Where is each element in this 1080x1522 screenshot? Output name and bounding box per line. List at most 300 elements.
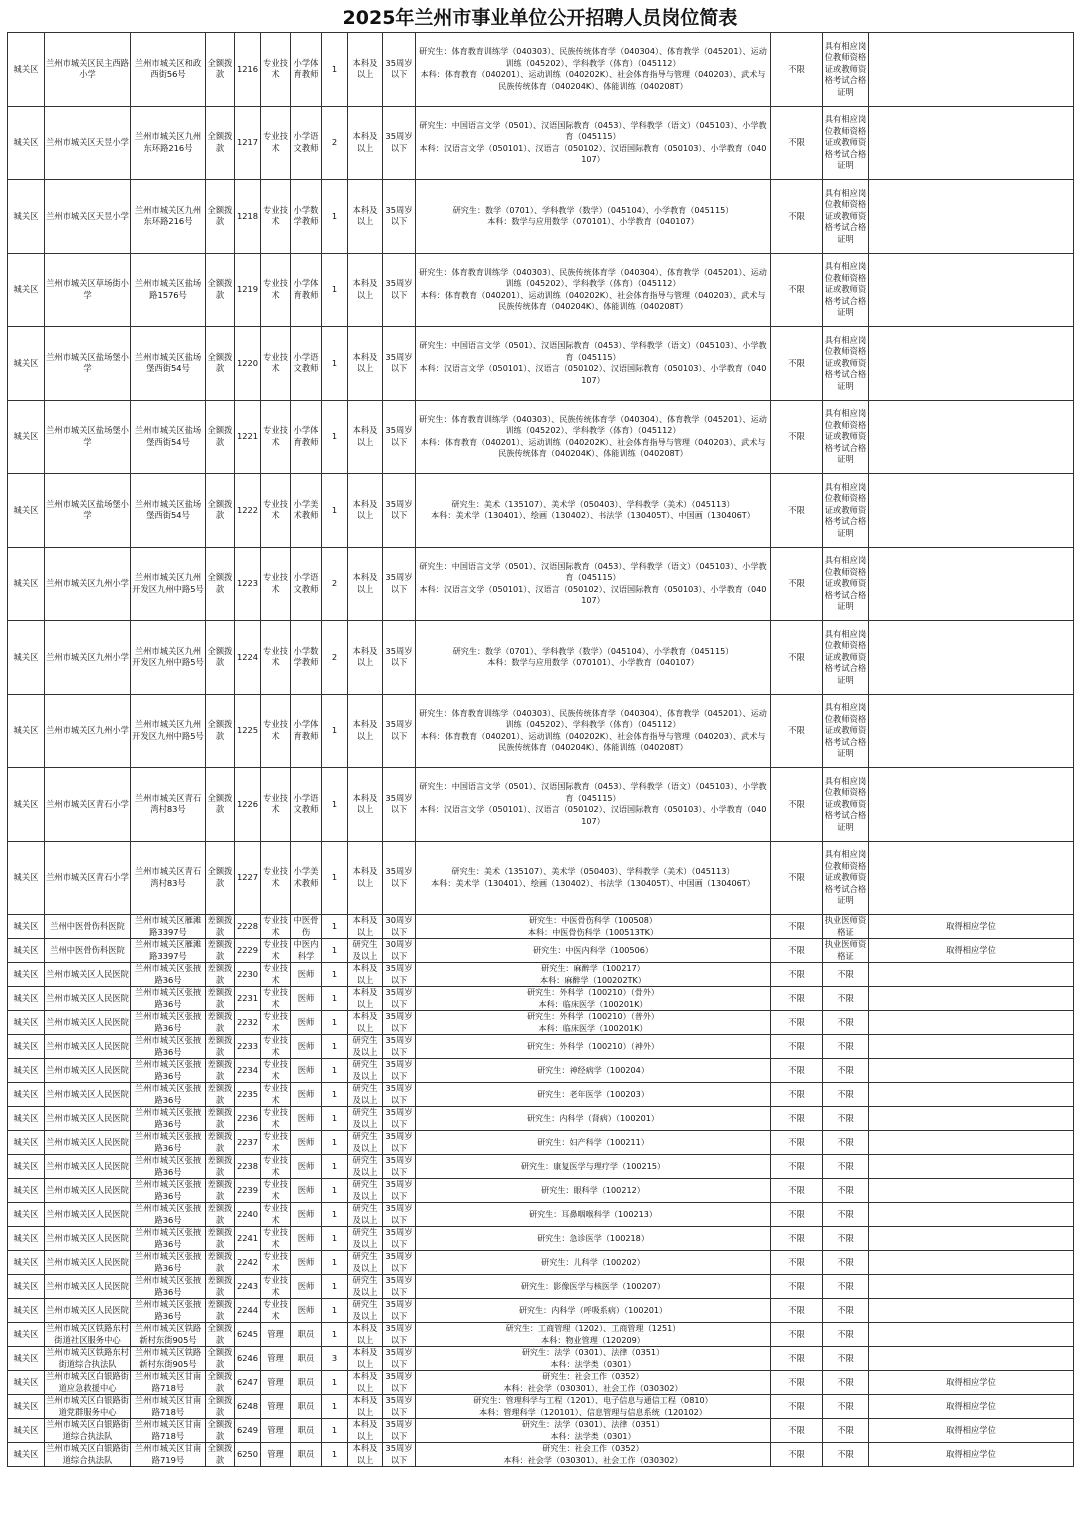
cell-major: 研究生：耳鼻咽喉科学（100213）	[416, 1203, 771, 1227]
cell-post: 小学数学教师	[291, 621, 322, 695]
cell-major: 研究生：内科学（呼吸系病）（100201）	[416, 1299, 771, 1323]
cell-count: 2	[322, 106, 348, 180]
cell-unit: 兰州市城关区人民医院	[45, 1155, 131, 1179]
cell-note	[869, 327, 1074, 401]
cell-category: 专业技术	[261, 106, 291, 180]
cell-count: 1	[322, 768, 348, 842]
cell-post: 小学美术教师	[291, 474, 322, 548]
cell-household: 不限	[771, 1251, 823, 1275]
cell-unit: 兰州市城关区白银路街道党群服务中心	[46, 1395, 129, 1417]
cell-count: 1	[322, 1275, 348, 1299]
cell-district: 城关区	[8, 327, 45, 401]
cell-other: 不限	[823, 1203, 869, 1227]
cell-note	[869, 1299, 1074, 1323]
cell-age: 35周岁以下	[383, 1131, 416, 1155]
cell-major: 研究生：眼科学（100212）	[416, 1179, 771, 1203]
cell-unit: 兰州市城关区人民医院	[45, 1083, 131, 1107]
cell-post: 医师	[291, 987, 322, 1011]
cell-district: 城关区	[8, 106, 45, 180]
cell-address: 兰州市城关区张掖路36号	[131, 1299, 206, 1323]
cell-note	[869, 1347, 1074, 1371]
cell-category: 专业技术	[261, 1251, 291, 1275]
cell-category: 专业技术	[261, 1083, 291, 1107]
cell-count: 1	[322, 963, 348, 987]
cell-age: 35周岁以下	[383, 1011, 416, 1035]
cell-other: 具有相应岗位教师资格证或教师资格考试合格证明	[823, 400, 869, 474]
table-row	[8, 474, 1074, 548]
cell-major: 研究生：美术（135107）、美术学（050403）、学科教学（美术）（045113） 本科：美术学（130401）、绘画（130402）、书法学（130405T）、中国画（130406T）	[416, 474, 771, 548]
cell-major: 研究生：影像医学与核医学（100207）	[416, 1275, 771, 1299]
cell-major: 研究生：管理科学与工程（1201）、电子信息与通信工程（0810） 本科：管理科学（120101）、信息管理与信息系统（120102）	[416, 1395, 771, 1419]
cell-note: 取得相应学位	[869, 939, 1074, 963]
cell-age: 35周岁以下	[383, 1299, 416, 1323]
cell-education: 研究生及以上	[348, 939, 383, 963]
cell-age: 35周岁以下	[383, 1419, 416, 1443]
table-row	[8, 1083, 1074, 1107]
cell-code: 2233	[235, 1035, 261, 1059]
cell-category: 专业技术	[261, 1179, 291, 1203]
cell-count: 1	[322, 1419, 348, 1443]
cell-unit: 兰州市城关区盐场堡小学	[45, 400, 131, 474]
cell-education: 研究生及以上	[348, 1203, 383, 1227]
cell-funding: 全额拨款	[206, 1371, 235, 1395]
cell-address: 兰州市城关区盐场堡西街54号	[131, 400, 206, 474]
cell-count: 1	[322, 1155, 348, 1179]
cell-age: 35周岁以下	[383, 1251, 416, 1275]
cell-code: 6247	[235, 1371, 261, 1395]
cell-household: 不限	[771, 768, 823, 842]
cell-code: 2239	[235, 1179, 261, 1203]
cell-post: 医师	[291, 1251, 322, 1275]
cell-count: 1	[322, 1011, 348, 1035]
table-row	[8, 1155, 1074, 1179]
cell-age: 35周岁以下	[383, 1323, 416, 1347]
cell-district: 城关区	[8, 1251, 45, 1275]
table-row	[8, 547, 1074, 621]
cell-category: 专业技术	[261, 1059, 291, 1083]
cell-funding: 差额拨款	[206, 963, 235, 987]
cell-unit: 兰州市城关区草场街小学	[45, 253, 131, 327]
cell-code: 2241	[235, 1227, 261, 1251]
cell-code: 2240	[235, 1203, 261, 1227]
cell-major: 研究生：中医骨伤科学（100508） 本科：中医骨伤科学（100513TK）	[416, 915, 771, 939]
cell-education: 本科及以上	[348, 963, 383, 987]
table-row	[8, 768, 1074, 842]
cell-other: 具有相应岗位教师资格证或教师资格考试合格证明	[823, 327, 869, 401]
cell-code: 6250	[235, 1443, 261, 1467]
cell-other: 具有相应岗位教师资格证或教师资格考试合格证明	[823, 621, 869, 695]
cell-address: 兰州市城关区张掖路36号	[131, 1011, 206, 1035]
cell-category: 专业技术	[261, 1035, 291, 1059]
cell-district: 城关区	[8, 694, 45, 768]
cell-other: 具有相应岗位教师资格证或教师资格考试合格证明	[823, 180, 869, 254]
cell-district: 城关区	[8, 963, 45, 987]
cell-major: 研究生：体育教育训练学（040303）、民族传统体育学（040304）、体育教学（045201）、运动训练（045202）、学科教学（体育）（045112） 本科：体育教育（040201）、运动训练（040202K）、社会体育指导与管理（040203）、武术与民族传统体育（040204K）、体能训练（040208T）	[416, 33, 771, 107]
cell-note	[869, 1107, 1074, 1131]
cell-household: 不限	[771, 33, 823, 107]
cell-unit: 兰州市城关区九州小学	[45, 694, 131, 768]
cell-note	[869, 400, 1074, 474]
cell-address: 兰州市城关区甘南路718号	[131, 1395, 206, 1419]
cell-post: 小学美术教师	[291, 841, 322, 915]
cell-district: 城关区	[8, 1131, 45, 1155]
cell-note	[869, 474, 1074, 548]
cell-post: 医师	[291, 1299, 322, 1323]
positions-table	[7, 32, 1074, 1467]
cell-address: 兰州市城关区铁路新村东街905号	[131, 1323, 206, 1347]
cell-post: 医师	[291, 1179, 322, 1203]
cell-address: 兰州市城关区张掖路36号	[131, 1251, 206, 1275]
cell-code: 6249	[235, 1419, 261, 1443]
cell-major: 研究生：儿科学（100202）	[416, 1251, 771, 1275]
cell-other: 不限	[823, 1371, 869, 1395]
cell-district: 城关区	[8, 1059, 45, 1083]
cell-other: 执业医师资格证	[823, 915, 869, 939]
cell-age: 35周岁以下	[383, 180, 416, 254]
cell-household: 不限	[771, 1395, 823, 1419]
cell-funding: 差额拨款	[206, 1227, 235, 1251]
table-row	[8, 1395, 1074, 1419]
cell-unit: 兰州市城关区九州小学	[45, 547, 131, 621]
cell-household: 不限	[771, 1059, 823, 1083]
cell-category: 专业技术	[261, 547, 291, 621]
cell-education: 本科及以上	[348, 1347, 383, 1371]
cell-code: 1219	[235, 253, 261, 327]
cell-household: 不限	[771, 915, 823, 939]
cell-district: 城关区	[8, 1275, 45, 1299]
cell-other: 不限	[823, 1179, 869, 1203]
cell-funding: 全额拨款	[206, 768, 235, 842]
cell-note	[869, 1251, 1074, 1275]
cell-funding: 全额拨款	[206, 1443, 235, 1467]
cell-count: 1	[322, 1227, 348, 1251]
cell-post: 小学语文教师	[291, 768, 322, 842]
cell-age: 35周岁以下	[383, 1443, 416, 1467]
cell-count: 1	[322, 400, 348, 474]
cell-category: 专业技术	[261, 915, 291, 939]
cell-other: 具有相应岗位教师资格证或教师资格考试合格证明	[823, 841, 869, 915]
cell-unit: 兰州市城关区盐场堡小学	[45, 474, 131, 548]
cell-post: 医师	[291, 1227, 322, 1251]
table-row	[8, 1035, 1074, 1059]
table-row	[8, 1275, 1074, 1299]
cell-code: 6246	[235, 1347, 261, 1371]
cell-count: 1	[322, 1299, 348, 1323]
cell-major: 研究生：麻醉学（100217） 本科：麻醉学（100202TK）	[416, 963, 771, 987]
cell-funding: 差额拨款	[206, 1083, 235, 1107]
cell-category: 专业技术	[261, 400, 291, 474]
cell-major: 研究生：社会工作（0352） 本科：社会学（030301）、社会工作（030302）	[416, 1371, 771, 1395]
cell-district: 城关区	[8, 1179, 45, 1203]
cell-note	[869, 1179, 1074, 1203]
cell-other: 不限	[823, 1107, 869, 1131]
cell-unit: 兰州市城关区人民医院	[45, 963, 131, 987]
table-row	[8, 180, 1074, 254]
cell-district: 城关区	[8, 1323, 45, 1347]
cell-funding: 差额拨款	[206, 1107, 235, 1131]
cell-unit: 兰州中医骨伤科医院	[45, 939, 131, 963]
cell-note	[869, 33, 1074, 107]
cell-unit: 兰州市城关区白银路街道应急救援中心	[46, 1371, 129, 1393]
cell-major: 研究生：老年医学（100203）	[416, 1083, 771, 1107]
cell-major: 研究生：康复医学与理疗学（100215）	[416, 1155, 771, 1179]
cell-household: 不限	[771, 1083, 823, 1107]
cell-education: 本科及以上	[348, 106, 383, 180]
cell-note	[869, 180, 1074, 254]
cell-household: 不限	[771, 1323, 823, 1347]
cell-category: 专业技术	[261, 1203, 291, 1227]
cell-education: 研究生及以上	[348, 1275, 383, 1299]
cell-code: 2243	[235, 1275, 261, 1299]
cell-address: 兰州市城关区青石湾村83号	[131, 841, 206, 915]
cell-note	[869, 1275, 1074, 1299]
cell-category: 专业技术	[261, 1275, 291, 1299]
cell-age: 35周岁以下	[383, 253, 416, 327]
cell-education: 本科及以上	[348, 33, 383, 107]
cell-code: 1223	[235, 547, 261, 621]
cell-education: 本科及以上	[348, 987, 383, 1011]
table-row	[8, 1131, 1074, 1155]
cell-count: 1	[322, 1203, 348, 1227]
cell-count: 1	[322, 1179, 348, 1203]
table-row	[8, 1107, 1074, 1131]
cell-district: 城关区	[8, 1155, 45, 1179]
cell-code: 2242	[235, 1251, 261, 1275]
cell-unit: 兰州市城关区九州小学	[45, 621, 131, 695]
cell-address: 兰州市城关区张掖路36号	[131, 1131, 206, 1155]
cell-address: 兰州市城关区张掖路36号	[131, 1107, 206, 1131]
cell-other: 执业医师资格证	[823, 939, 869, 963]
table-row	[8, 621, 1074, 695]
cell-education: 研究生及以上	[348, 1227, 383, 1251]
cell-code: 2238	[235, 1155, 261, 1179]
cell-category: 专业技术	[261, 963, 291, 987]
table-row	[8, 1443, 1074, 1467]
cell-funding: 全额拨款	[206, 841, 235, 915]
cell-post: 职员	[291, 1443, 322, 1467]
cell-post: 职员	[291, 1395, 322, 1419]
cell-count: 1	[322, 987, 348, 1011]
cell-other: 不限	[823, 1347, 869, 1371]
cell-count: 1	[322, 915, 348, 939]
cell-count: 1	[322, 1395, 348, 1419]
cell-major: 研究生：数学（0701）、学科教学（数学）（045104）、小学教育（045115） 本科：数学与应用数学（070101）、小学教育（040107）	[416, 180, 771, 254]
cell-note	[869, 1323, 1074, 1347]
cell-unit: 兰州市城关区人民医院	[45, 1107, 131, 1131]
cell-code: 2234	[235, 1059, 261, 1083]
cell-education: 本科及以上	[348, 474, 383, 548]
cell-household: 不限	[771, 1131, 823, 1155]
cell-household: 不限	[771, 939, 823, 963]
cell-district: 城关区	[8, 768, 45, 842]
cell-note	[869, 1155, 1074, 1179]
cell-district: 城关区	[8, 1419, 45, 1443]
cell-count: 1	[322, 1251, 348, 1275]
cell-code: 1227	[235, 841, 261, 915]
cell-count: 1	[322, 694, 348, 768]
cell-major: 研究生：数学（0701）、学科教学（数学）（045104）、小学教育（045115） 本科：数学与应用数学（070101）、小学教育（040107）	[416, 621, 771, 695]
cell-note	[869, 963, 1074, 987]
cell-age: 35周岁以下	[383, 1347, 416, 1371]
cell-post: 小学语文教师	[291, 547, 322, 621]
table-row	[8, 963, 1074, 987]
cell-count: 1	[322, 33, 348, 107]
cell-unit: 兰州市城关区人民医院	[45, 1251, 131, 1275]
cell-household: 不限	[771, 1035, 823, 1059]
cell-category: 管理	[261, 1371, 291, 1395]
cell-funding: 差额拨款	[206, 1275, 235, 1299]
cell-category: 专业技术	[261, 841, 291, 915]
cell-household: 不限	[771, 400, 823, 474]
cell-count: 1	[322, 1059, 348, 1083]
cell-category: 专业技术	[261, 474, 291, 548]
cell-major: 研究生：体育教育训练学（040303）、民族传统体育学（040304）、体育教学（045201）、运动训练（045202）、学科教学（体育）（045112） 本科：体育教育（040201）、运动训练（040202K）、社会体育指导与管理（040203）、武术与民族传统体育（040204K）、体能训练（040208T）	[416, 400, 771, 474]
cell-funding: 差额拨款	[206, 1251, 235, 1275]
cell-post: 中医内科学	[291, 939, 322, 963]
cell-education: 研究生及以上	[348, 1299, 383, 1323]
cell-major: 研究生：法学（0301）、法律（0351） 本科：法学类（0301）	[416, 1347, 771, 1371]
cell-address: 兰州市城关区盐场路1576号	[131, 253, 206, 327]
cell-count: 2	[322, 621, 348, 695]
cell-count: 1	[322, 1107, 348, 1131]
cell-other: 具有相应岗位教师资格证或教师资格考试合格证明	[823, 253, 869, 327]
cell-other: 具有相应岗位教师资格证或教师资格考试合格证明	[823, 33, 869, 107]
cell-district: 城关区	[8, 1227, 45, 1251]
cell-category: 专业技术	[261, 1299, 291, 1323]
cell-major: 研究生：中医内科学（100506）	[416, 939, 771, 963]
cell-age: 35周岁以下	[383, 1059, 416, 1083]
cell-household: 不限	[771, 841, 823, 915]
table-row	[8, 1299, 1074, 1323]
cell-household: 不限	[771, 327, 823, 401]
cell-note	[869, 694, 1074, 768]
cell-category: 专业技术	[261, 768, 291, 842]
cell-note	[869, 547, 1074, 621]
cell-funding: 全额拨款	[206, 474, 235, 548]
cell-district: 城关区	[8, 841, 45, 915]
cell-code: 2232	[235, 1011, 261, 1035]
cell-major: 研究生：神经病学（100204）	[416, 1059, 771, 1083]
cell-note	[869, 1083, 1074, 1107]
cell-address: 兰州市城关区张掖路36号	[131, 1227, 206, 1251]
cell-household: 不限	[771, 547, 823, 621]
cell-funding: 差额拨款	[206, 1059, 235, 1083]
cell-unit: 兰州市城关区白银路街道综合执法队	[46, 1419, 129, 1441]
cell-funding: 差额拨款	[206, 939, 235, 963]
cell-unit: 兰州市城关区盐场堡小学	[45, 327, 131, 401]
cell-funding: 全额拨款	[206, 621, 235, 695]
cell-other: 不限	[823, 1299, 869, 1323]
cell-funding: 全额拨款	[206, 1323, 235, 1347]
table-body	[8, 33, 1074, 1467]
cell-education: 研究生及以上	[348, 1131, 383, 1155]
cell-district: 城关区	[8, 1035, 45, 1059]
cell-education: 本科及以上	[348, 327, 383, 401]
cell-unit: 兰州市城关区青石小学	[45, 768, 131, 842]
cell-note	[869, 1035, 1074, 1059]
cell-household: 不限	[771, 1155, 823, 1179]
cell-post: 职员	[291, 1419, 322, 1443]
cell-unit: 兰州市城关区铁路东村街道综合执法队	[46, 1347, 129, 1369]
cell-note: 取得相应学位	[869, 1371, 1074, 1395]
cell-district: 城关区	[8, 1299, 45, 1323]
cell-post: 职员	[291, 1371, 322, 1395]
cell-household: 不限	[771, 1107, 823, 1131]
cell-category: 专业技术	[261, 1107, 291, 1131]
cell-post: 医师	[291, 1083, 322, 1107]
cell-note	[869, 106, 1074, 180]
cell-age: 35周岁以下	[383, 694, 416, 768]
table-row	[8, 400, 1074, 474]
cell-other: 不限	[823, 1323, 869, 1347]
cell-age: 35周岁以下	[383, 1107, 416, 1131]
cell-code: 1222	[235, 474, 261, 548]
cell-category: 专业技术	[261, 621, 291, 695]
cell-post: 小学语文教师	[291, 106, 322, 180]
cell-note	[869, 1131, 1074, 1155]
cell-category: 管理	[261, 1395, 291, 1419]
cell-other: 具有相应岗位教师资格证或教师资格考试合格证明	[823, 547, 869, 621]
cell-address: 兰州市城关区张掖路36号	[131, 987, 206, 1011]
cell-category: 管理	[261, 1443, 291, 1467]
cell-post: 医师	[291, 1203, 322, 1227]
cell-age: 35周岁以下	[383, 474, 416, 548]
cell-household: 不限	[771, 621, 823, 695]
cell-unit: 兰州市城关区民主西路小学	[45, 33, 131, 107]
cell-code: 2229	[235, 939, 261, 963]
cell-age: 35周岁以下	[383, 327, 416, 401]
cell-address: 兰州市城关区张掖路36号	[131, 1035, 206, 1059]
cell-unit: 兰州市城关区人民医院	[45, 1299, 131, 1323]
cell-age: 35周岁以下	[383, 621, 416, 695]
table-row	[8, 1419, 1074, 1443]
cell-code: 2228	[235, 915, 261, 939]
cell-major: 研究生：外科学（100210）（普外） 本科：临床医学（100201K）	[416, 1011, 771, 1035]
cell-age: 35周岁以下	[383, 1155, 416, 1179]
cell-funding: 差额拨款	[206, 1179, 235, 1203]
cell-unit: 兰州市城关区天昱小学	[45, 180, 131, 254]
cell-household: 不限	[771, 1227, 823, 1251]
cell-other: 不限	[823, 987, 869, 1011]
cell-note: 取得相应学位	[869, 1395, 1074, 1419]
cell-address: 兰州市城关区张掖路36号	[131, 963, 206, 987]
cell-district: 城关区	[8, 400, 45, 474]
cell-age: 35周岁以下	[383, 33, 416, 107]
cell-household: 不限	[771, 106, 823, 180]
cell-district: 城关区	[8, 1347, 45, 1371]
cell-category: 管理	[261, 1419, 291, 1443]
cell-category: 专业技术	[261, 180, 291, 254]
cell-address: 兰州市城关区九州东环路216号	[131, 180, 206, 254]
cell-count: 1	[322, 1131, 348, 1155]
cell-category: 管理	[261, 1347, 291, 1371]
cell-category: 专业技术	[261, 1155, 291, 1179]
cell-post: 医师	[291, 1131, 322, 1155]
cell-other: 不限	[823, 1419, 869, 1443]
cell-household: 不限	[771, 1347, 823, 1371]
cell-code: 1217	[235, 106, 261, 180]
cell-education: 本科及以上	[348, 1011, 383, 1035]
cell-unit: 兰州市城关区人民医院	[45, 1035, 131, 1059]
cell-count: 3	[322, 1347, 348, 1371]
cell-other: 不限	[823, 1251, 869, 1275]
cell-note	[869, 621, 1074, 695]
cell-education: 本科及以上	[348, 547, 383, 621]
cell-unit: 兰州市城关区人民医院	[45, 1203, 131, 1227]
cell-other: 不限	[823, 1275, 869, 1299]
cell-category: 专业技术	[261, 327, 291, 401]
table-row	[8, 694, 1074, 768]
